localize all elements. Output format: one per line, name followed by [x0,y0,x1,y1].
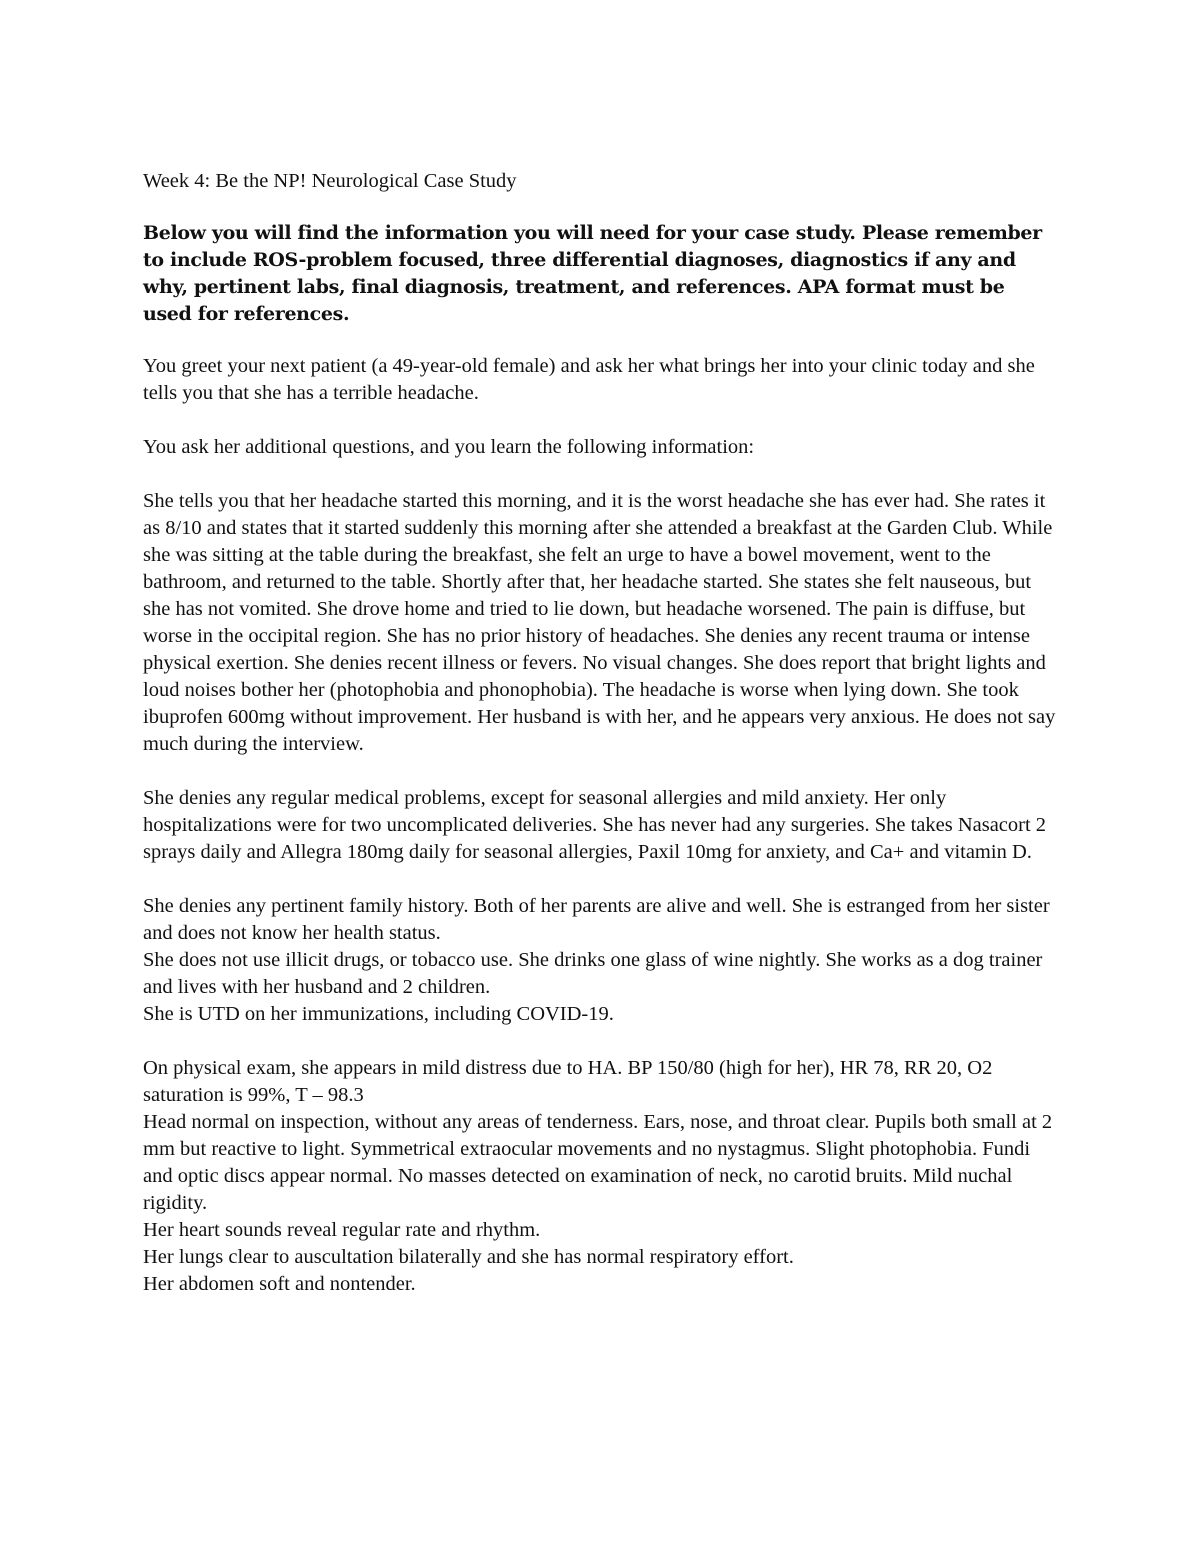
instructions-paragraph: Below you will find the information you will need for your case study. Please remember to include ROS-problem focused, three differential diagnoses, diagnostics if any and why, pertinent labs, final diagnosis, treatment, and references. APA format must be used for references. [143,222,1042,325]
pmh-paragraph: She denies any regular medical problems, except for seasonal allergies and mild anxiety. Her only hospitalizations were for two uncomplicated deliveries. She has never had any surgeries. She takes Nasacort 2 sprays daily and Allegra 180mg daily for seasonal allergies, Paxil 10mg for anxiety, and Ca+ and vitamin D. [143,787,1047,863]
intro-paragraph: You greet your next patient (a 49-year-old female) and ask her what brings her into your clinic today and she tells you that she has a terrible headache. [143,355,1035,404]
hpi-paragraph: She tells you that her headache started this morning, and it is the worst headache she has ever had. She rates it as 8/10 and states that it started suddenly this morning after she attended a breakfast at the Garden Club. While she was sitting at the table during the breakfast, she felt an urge to have a bowel movement, went to the bathroom, and returned to the table. Shortly after that, her headache started. She states she felt nauseous, but she has not vomited. She drove home and tried to lie down, but headache worsened. The pain is diffuse, but worse in the occipital region. She has no prior history of headaches. She denies any recent trauma or intense physical exertion. She denies recent illness or fevers. No visual changes. She does report that bright lights and loud noises bother her (photophobia and phonophobia). The headache is worse when lying down. She took ibuprofen 600mg without improvement. Her husband is with her, and he appears very anxious. He does not say much during the interview. [143,490,1056,755]
exam-heart-paragraph: Her heart sounds reveal regular rate and rhythm. [143,1219,541,1241]
immunizations-paragraph: She is UTD on her immunizations, including COVID-19. [143,1003,614,1025]
social-history-paragraph: She does not use illicit drugs, or tobacco use. She drinks one glass of wine nightly. She works as a dog trainer and lives with her husband and 2 children. [143,949,1043,998]
exam-lungs-paragraph: Her lungs clear to auscultation bilaterally and she has normal respiratory effort. [143,1246,794,1268]
family-history-paragraph: She denies any pertinent family history. Both of her parents are alive and well. She is estranged from her sister and does not know her health status. [143,895,1050,944]
document-body [143,168,1058,1298]
exam-abdomen-paragraph: Her abdomen soft and nontender. [143,1273,416,1295]
exam-vitals-paragraph: On physical exam, she appears in mild distress due to HA. BP 150/80 (high for her), HR 78, RR 20, O2 saturation is 99%, T – 98.3 [143,1057,993,1106]
additional-questions-paragraph: You ask her additional questions, and you learn the following information: [143,436,755,458]
exam-heent-paragraph: Head normal on inspection, without any areas of tenderness. Ears, nose, and throat clear. Pupils both small at 2 mm but reactive to light. Symmetrical extraocular movements and no nystagmus. Slight photophobia. Fundi and optic discs appear normal. No masses detected on examination of neck, no carotid bruits. Mild nuchal rigidity. [143,1111,1053,1214]
document-title: Week 4: Be the NP! Neurological Case Study [143,170,517,192]
